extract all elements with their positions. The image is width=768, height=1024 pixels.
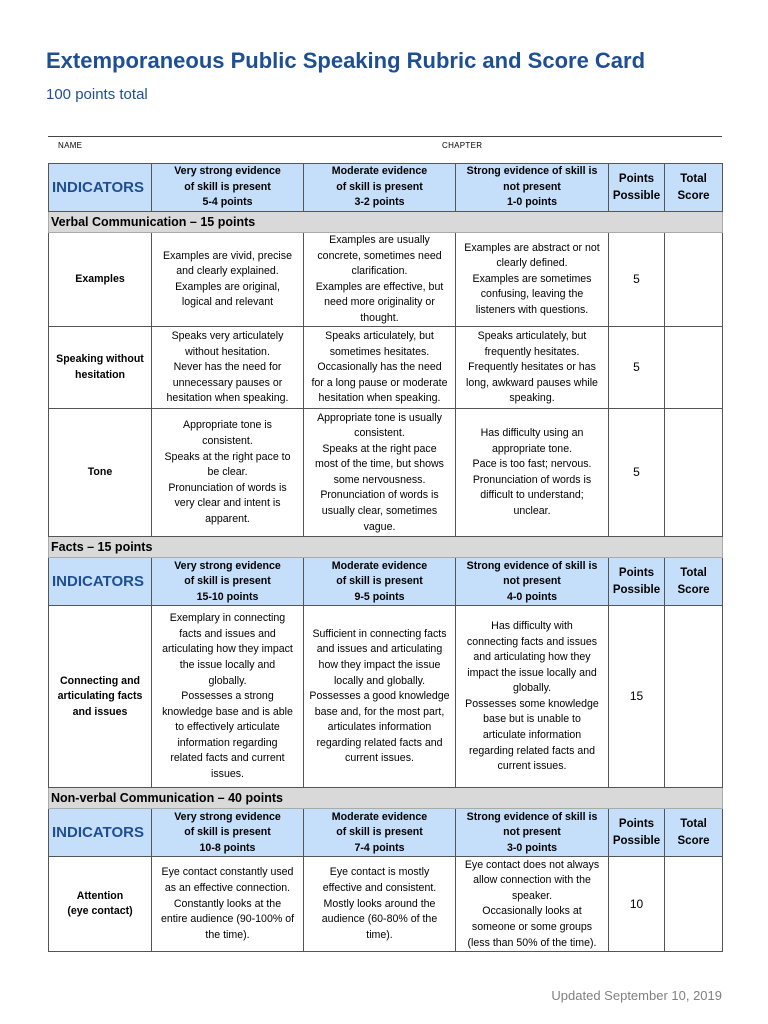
criteria-heading-very-strong (152, 558, 304, 606)
points-range: 1-0 points (506, 196, 558, 209)
cell-line: frequently hesitates. (484, 345, 580, 358)
criteria-heading-line: Strong evidence of skill is (466, 165, 598, 178)
cell-line: and issues (72, 705, 128, 718)
criteria-very-strong (152, 327, 304, 409)
criteria-heading-line: not present (503, 575, 561, 588)
cell-line: articulating how they impact (162, 643, 293, 656)
cell-line: Speaks articulately, but (325, 329, 434, 342)
criteria-heading-line: Moderate evidence (331, 810, 428, 823)
criteria-moderate (304, 606, 456, 788)
heading-line: Possible (612, 834, 661, 847)
criteria-heading-line: of skill is present (184, 826, 271, 839)
cell-line: base and, for the most part, (314, 705, 445, 718)
criteria-heading-very-strong (152, 809, 304, 857)
cell-line: Speaks at the right pace to (164, 450, 291, 463)
cell-line: consistent. (354, 427, 405, 440)
criteria-heading-line: not present (503, 180, 561, 193)
heading-line: Score (677, 834, 710, 847)
indicators-heading: INDICATORS (49, 809, 152, 857)
cell-line: Occasionally looks at (482, 905, 582, 918)
cell-line: usually clear, sometimes (321, 505, 438, 517)
indicator-label (49, 409, 152, 537)
cell-line: audience (60-80% of the (321, 913, 438, 926)
cell-line: Eye contact constantly used (161, 866, 294, 879)
cell-line: thought. (360, 311, 399, 324)
cell-line: clarification. (351, 265, 408, 278)
section-title: Facts – 15 points (49, 537, 723, 558)
section-header (49, 212, 723, 233)
section-header (49, 788, 723, 809)
points-heading (609, 164, 665, 212)
indicators-heading: INDICATORS (49, 558, 152, 606)
cell-line: unnecessary pauses or (172, 376, 283, 389)
total-score-cell[interactable] (665, 606, 723, 788)
cell-line: Examples are usually (329, 234, 430, 246)
cell-line: Appropriate tone is usually (317, 411, 442, 424)
cell-line: Tone (87, 466, 113, 479)
cell-line: speaker. (511, 889, 553, 902)
criteria-strong (456, 606, 609, 788)
indicators-heading: INDICATORS (49, 164, 152, 212)
cell-line: without hesitation. (185, 345, 270, 358)
criteria-strong (456, 409, 609, 537)
cell-line: Constantly looks at the (173, 897, 282, 910)
cell-line: need more originality or (324, 296, 435, 309)
points-range: 3-2 points (354, 196, 405, 209)
cell-line: Examples are original, (175, 280, 280, 293)
criteria-heading-line: of skill is present (336, 180, 423, 193)
cell-line: Mostly looks around the (323, 897, 436, 910)
cell-line: issues. (211, 767, 244, 780)
criteria-moderate (304, 857, 456, 952)
cell-line: current issues. (345, 752, 414, 765)
points-heading (609, 809, 665, 857)
rubric-row (49, 327, 723, 409)
total-score-cell[interactable] (665, 857, 723, 952)
criteria-heading-strong (456, 809, 609, 857)
criteria-moderate (304, 327, 456, 409)
points-possible: 5 (609, 233, 665, 327)
cell-line: Eye contact does not always (464, 858, 600, 871)
cell-line: knowledge base and is able (162, 705, 293, 718)
cell-line: (less than 50% of the time). (467, 936, 597, 949)
criteria-heading-strong (456, 558, 609, 606)
total-score-cell[interactable] (665, 409, 723, 537)
cell-line: current issues. (497, 760, 567, 773)
cell-line: long, awkward pauses while (466, 376, 598, 389)
points-possible: 10 (609, 857, 665, 952)
cell-line: articulating facts (57, 690, 143, 703)
criteria-heading-line: Moderate evidence (331, 559, 428, 572)
criteria-strong (456, 327, 609, 409)
section-title: Verbal Communication – 15 points (49, 212, 723, 233)
indicator-label (49, 606, 152, 788)
points-range: 9-5 points (354, 590, 405, 603)
cell-line: be clear. (207, 466, 248, 479)
page-subtitle: 100 points total (46, 86, 148, 103)
cell-line: regarding related facts and (468, 744, 596, 757)
points-heading (609, 558, 665, 606)
points-possible: 15 (609, 606, 665, 788)
cell-line: appropriate tone. (491, 442, 573, 455)
rubric-row (49, 857, 723, 952)
cell-line: Speaks at the right pace (322, 442, 437, 455)
criteria-heading-line: Strong evidence of skill is (466, 559, 598, 572)
cell-line: information regarding (177, 736, 278, 749)
section-title: Non-verbal Communication – 40 points (49, 788, 723, 809)
indicator-label (49, 233, 152, 327)
cell-line: Speaks articulately, but (477, 329, 587, 342)
cell-line: time). (366, 928, 393, 941)
criteria-heading-moderate (304, 809, 456, 857)
cell-line: Examples (75, 272, 125, 285)
criteria-moderate (304, 233, 456, 327)
points-possible: 5 (609, 409, 665, 537)
heading-line: Possible (612, 583, 661, 596)
cell-line: hesitation when speaking. (166, 392, 289, 405)
cell-line: connecting facts and issues (466, 635, 598, 648)
cell-line: locally and globally. (333, 674, 426, 687)
updated-date: Updated September 10, 2019 (551, 988, 722, 1003)
points-range: 4-0 points (506, 590, 558, 603)
criteria-strong (456, 233, 609, 327)
criteria-heading-line: Strong evidence of skill is (466, 810, 598, 823)
rubric-row (49, 233, 723, 327)
points-range: 5-4 points (202, 196, 253, 209)
heading-line: Points (618, 818, 655, 831)
cell-line: facts and issues and (179, 627, 276, 640)
cell-line: the issue locally and (179, 658, 276, 671)
cell-line: speaking. (509, 392, 555, 405)
points-range: 3-0 points (506, 841, 558, 854)
criteria-heading-very-strong (152, 164, 304, 212)
total-score-cell[interactable] (665, 233, 723, 327)
cell-line: most of the time, but shows (315, 458, 444, 471)
indicators-header-row (49, 164, 723, 212)
name-label: NAME (58, 141, 83, 150)
points-range: 15-10 points (196, 590, 259, 603)
criteria-heading-line: of skill is present (336, 826, 423, 839)
cell-line: some nervousness. (333, 473, 426, 486)
cell-line: how they impact the issue (318, 658, 441, 671)
criteria-heading-line: of skill is present (184, 180, 271, 193)
criteria-heading-moderate (304, 558, 456, 606)
cell-line: Eye contact is mostly (329, 866, 430, 879)
criteria-strong (456, 857, 609, 952)
cell-line: concrete, sometimes need (317, 249, 442, 262)
cell-line: unclear. (513, 505, 551, 517)
criteria-very-strong (152, 606, 304, 788)
cell-line: consistent. (202, 434, 253, 447)
cell-line: effective and consistent. (322, 882, 437, 895)
heading-line: Points (618, 172, 655, 185)
cell-line: vague. (363, 520, 396, 533)
cell-line: and clearly explained. (176, 265, 279, 278)
cell-line: entire audience (90-100% of (160, 913, 295, 926)
cell-line: Examples are sometimes (472, 272, 592, 285)
criteria-heading-line: Very strong evidence (174, 165, 281, 178)
heading-line: Possible (612, 189, 661, 202)
cell-line: Examples are abstract or not (464, 241, 600, 254)
cell-line: globally. (208, 674, 247, 687)
heading-line: Total (680, 172, 707, 185)
heading-line: Score (677, 583, 710, 596)
criteria-heading-line: Moderate evidence (331, 165, 428, 178)
cell-line: Possesses a good knowledge (309, 690, 450, 703)
cell-line: sometimes hesitates. (329, 345, 430, 358)
cell-line: base but is unable to (483, 713, 581, 726)
cell-line: Frequently hesitates or has (468, 361, 596, 374)
points-range: 10-8 points (199, 841, 256, 854)
cell-line: listeners with questions. (475, 304, 589, 317)
indicators-header-row (49, 809, 723, 857)
cell-line: Has difficulty with (491, 620, 573, 633)
points-range: 7-4 points (354, 841, 405, 854)
cell-line: as an effective connection. (164, 882, 291, 895)
criteria-heading-strong (456, 164, 609, 212)
rubric-row (49, 606, 723, 788)
criteria-heading-line: not present (503, 826, 561, 839)
heading-line: Total (680, 818, 707, 831)
cell-line: Speaking without (56, 353, 144, 366)
total-heading (665, 164, 723, 212)
cell-line: and issues and articulating (316, 643, 443, 656)
criteria-very-strong (152, 409, 304, 537)
cell-line: for a long pause or moderate (311, 376, 448, 389)
criteria-heading-line: Very strong evidence (174, 559, 281, 572)
indicator-label (49, 327, 152, 409)
cell-line: logical and relevant (181, 296, 274, 309)
cell-line: articulate information (482, 729, 582, 741)
cell-line: difficult to understand; (480, 489, 584, 502)
criteria-very-strong (152, 857, 304, 952)
criteria-heading-line: of skill is present (184, 575, 271, 588)
cell-line: Attention (76, 889, 124, 902)
cell-line: very clear and intent is (174, 497, 281, 510)
cell-line: articulates information (327, 721, 432, 734)
page-title: Extemporaneous Public Speaking Rubric and Score Card (46, 48, 646, 73)
chapter-label: CHAPTER (442, 141, 483, 150)
cell-line: Pronunciation of words is (472, 473, 592, 486)
criteria-moderate (304, 409, 456, 537)
cell-line: Pronunciation of words is (168, 481, 287, 494)
indicator-label (49, 857, 152, 952)
total-score-cell[interactable] (665, 327, 723, 409)
cell-line: Pace is too fast; nervous. (472, 458, 592, 471)
cell-line: Exemplary in connecting (169, 612, 286, 625)
cell-line: (eye contact) (67, 905, 133, 918)
cell-line: Never has the need for (173, 361, 282, 374)
cell-line: apparent. (205, 512, 250, 525)
cell-line: the time). (205, 928, 250, 941)
cell-line: hesitation when speaking. (318, 392, 441, 405)
cell-line: related facts and current (170, 752, 285, 765)
name-chapter-bar (48, 136, 722, 157)
cell-line: someone or some groups (471, 920, 593, 933)
cell-line: Occasionally has the need (317, 361, 442, 374)
heading-line: Points (618, 567, 655, 580)
criteria-heading-line: Very strong evidence (174, 810, 281, 823)
cell-line: Possesses a strong (181, 690, 274, 703)
criteria-heading-line: of skill is present (336, 575, 423, 588)
heading-line: Score (677, 189, 710, 202)
cell-line: clearly defined. (496, 257, 568, 270)
criteria-heading-moderate (304, 164, 456, 212)
cell-line: to effectively articulate (175, 721, 280, 734)
rubric-row (49, 409, 723, 537)
indicators-header-row (49, 558, 723, 606)
cell-line: allow connection with the (473, 874, 591, 887)
cell-line: Possesses some knowledge (465, 697, 599, 710)
cell-line: Sufficient in connecting facts (312, 627, 447, 640)
cell-line: Speaks very articulately (171, 329, 284, 342)
total-heading (665, 558, 723, 606)
cell-line: Connecting and (59, 674, 141, 687)
cell-line: globally. (512, 682, 552, 695)
criteria-very-strong (152, 233, 304, 327)
cell-line: Examples are effective, but (315, 280, 444, 293)
rubric-table (48, 163, 723, 952)
cell-line: regarding related facts and (316, 736, 443, 749)
cell-line: impact the issue locally and (467, 666, 597, 679)
cell-line: and articulating how they (473, 651, 591, 664)
cell-line: Has difficulty using an (480, 427, 584, 440)
cell-line: hesitation (74, 368, 126, 381)
heading-line: Total (680, 567, 707, 580)
total-heading (665, 809, 723, 857)
points-possible: 5 (609, 327, 665, 409)
section-header (49, 537, 723, 558)
cell-line: Pronunciation of words is (320, 489, 439, 502)
cell-line: confusing, leaving the (480, 288, 584, 301)
cell-line: Appropriate tone is (183, 419, 272, 432)
cell-line: Examples are vivid, precise (163, 249, 292, 262)
